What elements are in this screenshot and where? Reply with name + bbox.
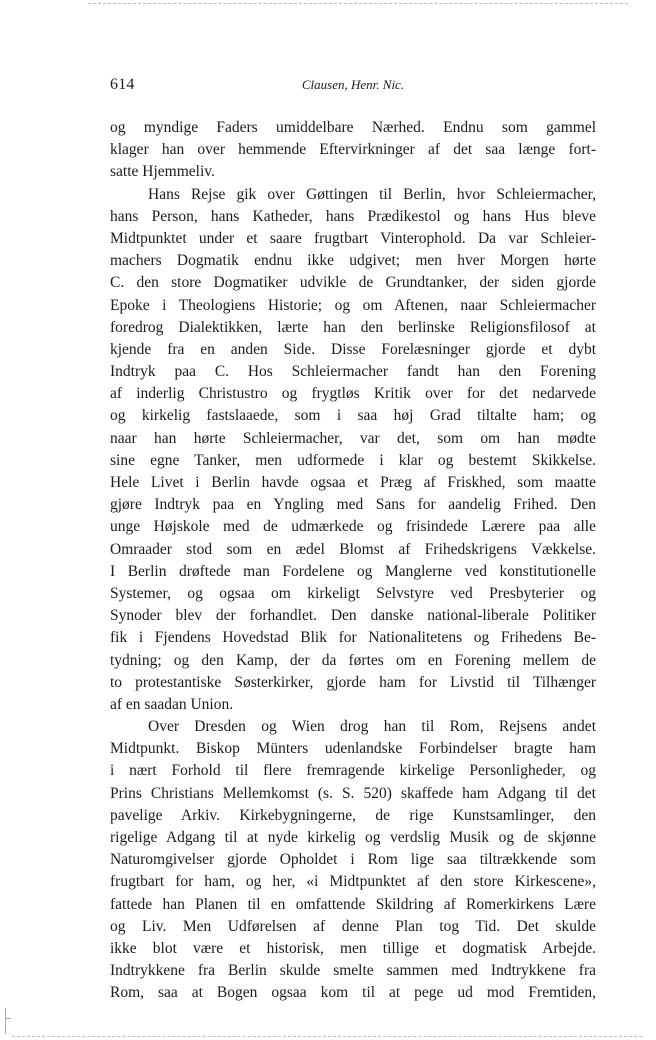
text-line: Indtryk paa C. Hos Schleiermacher fandt han den Forening [110,363,596,381]
text-line: Indtrykkene fra Berlin skulde smelte sammen med Indtrykkene fra [110,962,596,980]
text-line: gjøre Indtryk paa en Yngling med Sans for aandelig Frihed. Den [110,496,596,514]
text-line: Omraader stod som en ædel Blomst af Frihedskrigens Vækkelse. [110,540,596,558]
text-line: Rom, saa at Bogen ogsaa kom til at pege ud mod Fremtiden, [110,984,596,1002]
text-line: sine egne Tanker, men udformede i klar og bestemt Skikkelse. [110,451,596,469]
text-line: klager han over hemmende Eftervirkninger af det saa længe fort- [110,141,596,159]
scan-edge-bottom [12,1036,642,1037]
running-head: Clausen, Henr. Nic. [301,77,405,92]
text-line: frugtbart for ham, og her, «i Midtpunktet af den store Kirkescene», [110,873,596,891]
text-line: satte Hjemmeliv. [110,163,215,181]
text-line: naar han hørte Schleiermacher, var det, som om han mødte [110,429,596,447]
text-line: Prins Christians Mellemkomst (s. S. 520) skaffede ham Adgang til det [110,784,596,802]
text-line: Midtpunkt. Biskop Münters udenlandske Forbindelser bragte ham [110,740,596,758]
scan-margin-tick [5,1018,11,1019]
text-line: af inderlig Christustro og frygtløs Kritik over for det nedarvede [110,385,596,403]
page-header [110,72,596,98]
text-line: Midtpunktet under et saare frugtbart Vinterophold. Da var Schleier- [110,229,596,247]
text-line: hans Person, hans Katheder, hans Prædikestol og hans Hus bleve [110,207,596,225]
text-line: Naturomgivelser gjorde Opholdet i Rom lige saa tiltrækkende som [110,851,596,869]
text-line: tydning; og den Kamp, der da førtes om en Forening mellem de [110,651,596,669]
text-line: kjende fra en anden Side. Disse Forelæsninger gjorde et dybt [110,340,596,358]
text-line: rigelige Adgang til at nyde kirkelig og verdslig Musik og de skjønne [110,829,596,846]
text-line: to protestantiske Søsterkirker, gjorde ham for Livstid til Tilhænger [110,673,596,691]
text-line: I Berlin drøftede man Fordelene og Manglerne ved konstitutionelle [110,562,596,580]
text-line: fattede han Planen til en omfattende Skildring af Romerkirkens Lære [110,895,596,913]
text-line: unge Højskole med de udmærkede og frisindede Lærere paa alle [110,518,596,536]
text-line: Epoke i Theologiens Historie; og om Aftenen, naar Schleiermacher [110,296,596,314]
text-line: foredrog Dialektikken, lærte han den berlinske Religionsfilosof at [110,318,596,336]
text-line: og kirkelig fastslaaede, som i saa høj Grad tiltalte ham; og [110,407,596,425]
text-line: C. den store Dogmatiker udvikle de Grundtanker, der siden gjorde [110,274,596,292]
text-line: Synoder blev der forhandlet. Den danske national-liberale Politiker [110,607,596,625]
text-line: pavelige Arkiv. Kirkebygningerne, de rige Kunstsamlinger, den [110,806,596,824]
text-line: Over Dresden og Wien drog han til Rom, Rejsens andet [148,718,596,736]
text-line: fik i Fjendens Hovedstad Blik for Nationalitetens og Frihedens Be- [110,629,596,647]
text-line: Systemer, og ogsaa om kirkeligt Selvstyre ved Presbyterier og [110,584,596,602]
page-number: 614 [110,76,135,93]
text-line: Hele Livet i Berlin havde ogsaa et Præg af Friskhed, som maatte [110,474,596,491]
text-line: i nært Forhold til flere fremragende kirkelige Personligheder, og [110,762,596,780]
text-line: Hans Rejse gik over Gøttingen til Berlin, hvor Schleiermacher, [148,185,596,203]
scan-edge-top [88,3,628,4]
body-text [110,117,596,1005]
text-line: af en saadan Union. [110,695,234,713]
scan-margin-mark [5,1008,6,1034]
text-line: ikke blot være et historisk, men tillige et dogmatisk Arbejde. [110,939,596,957]
text-line: machers Dogmatik endnu ikke udgivet; men hver Morgen hørte [110,252,596,270]
text-line: og Liv. Men Udførelsen af denne Plan tog Tid. Det skulde [110,917,596,935]
text-line: og myndige Faders umiddelbare Nærhed. Endnu som gammel [110,119,596,136]
